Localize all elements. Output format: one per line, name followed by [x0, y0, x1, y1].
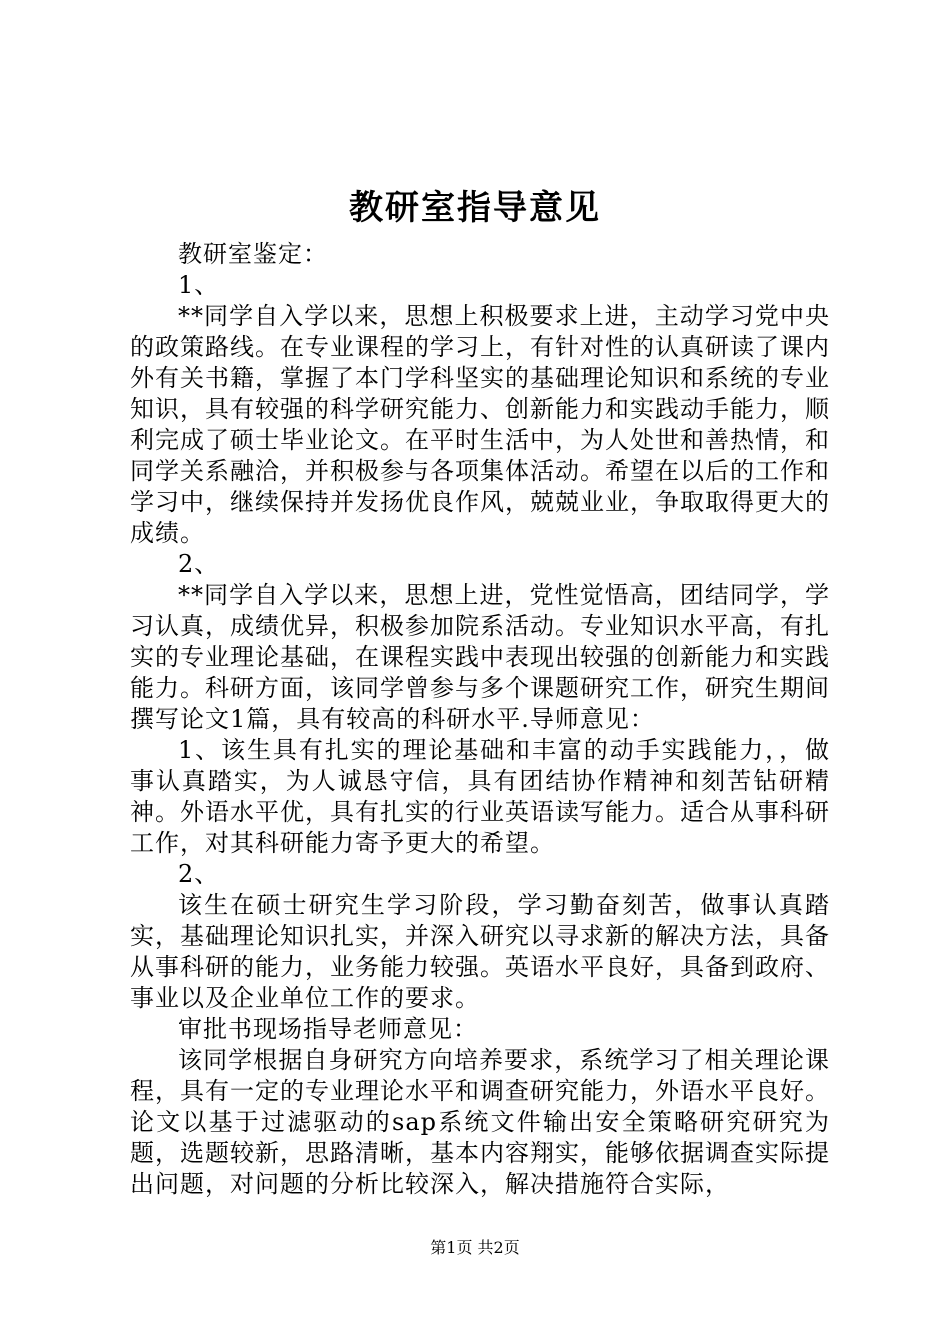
item-number: 2、	[178, 860, 220, 888]
body-paragraph: 该生在硕士研究生学习阶段，学习勤奋刻苦，做事认真踏实，基础理论知识扎实，并深入研究以寻求新的解决方法，具备从事科研的能力，业务能力较强。英语水平良好，具备到政府、事业以及企业单位工作的要求。	[130, 891, 830, 1012]
section-heading-onsite-advisor: 审批书现场指导老师意见：	[178, 1015, 478, 1043]
document-title: 教研室指导意见	[349, 188, 601, 228]
section-heading-teaching-office: 教研室鉴定：	[178, 240, 328, 268]
body-paragraph: **同学自入学以来，思想上进，党性觉悟高，团结同学，学习认真，成绩优异，积极参加院系活动。专业知识水平高，有扎实的专业理论基础，在课程实践中表现出较强的创新能力和实践能力。科研方面，该同学曾参与多个课题研究工作，研究生期间撰写论文1篇，具有较高的科研水平.导师意见：	[130, 581, 830, 733]
document-body	[130, 239, 830, 1200]
body-paragraph: 1、该生具有扎实的理论基础和丰富的动手实践能力，，做事认真踏实，为人诚恳守信，具有团结协作精神和刻苦钻研精神。外语水平优，具有扎实的行业英语读写能力。适合从事科研工作，对其科研能力寄予更大的希望。	[130, 736, 830, 857]
body-paragraph: 该同学根据自身研究方向培养要求，系统学习了相关理论课程，具有一定的专业理论水平和调查研究能力，外语水平良好。论文以基于过滤驱动的sap系统文件输出安全策略研究研究为题，选题较新，思路清晰，基本内容翔实，能够依据调查实际提出问题，对问题的分析比较深入，解决措施符合实际，	[130, 1046, 830, 1198]
page-footer: 第1页 共2页	[430, 1238, 520, 1257]
body-paragraph: **同学自入学以来，思想上积极要求上进，主动学习党中央的政策路线。在专业课程的学习上，有针对性的认真研读了课内外有关书籍，掌握了本门学科坚实的基础理论知识和系统的专业知识，具有较强的科学研究能力、创新能力和实践动手能力，顺利完成了硕士毕业论文。在平时生活中，为人处世和善热情，和同学关系融洽，并积极参与各项集体活动。希望在以后的工作和学习中，继续保持并发扬优良作风，兢兢业业，争取取得更大的成绩。	[130, 302, 830, 547]
item-number: 2、	[178, 550, 220, 578]
item-number: 1、	[178, 271, 220, 299]
